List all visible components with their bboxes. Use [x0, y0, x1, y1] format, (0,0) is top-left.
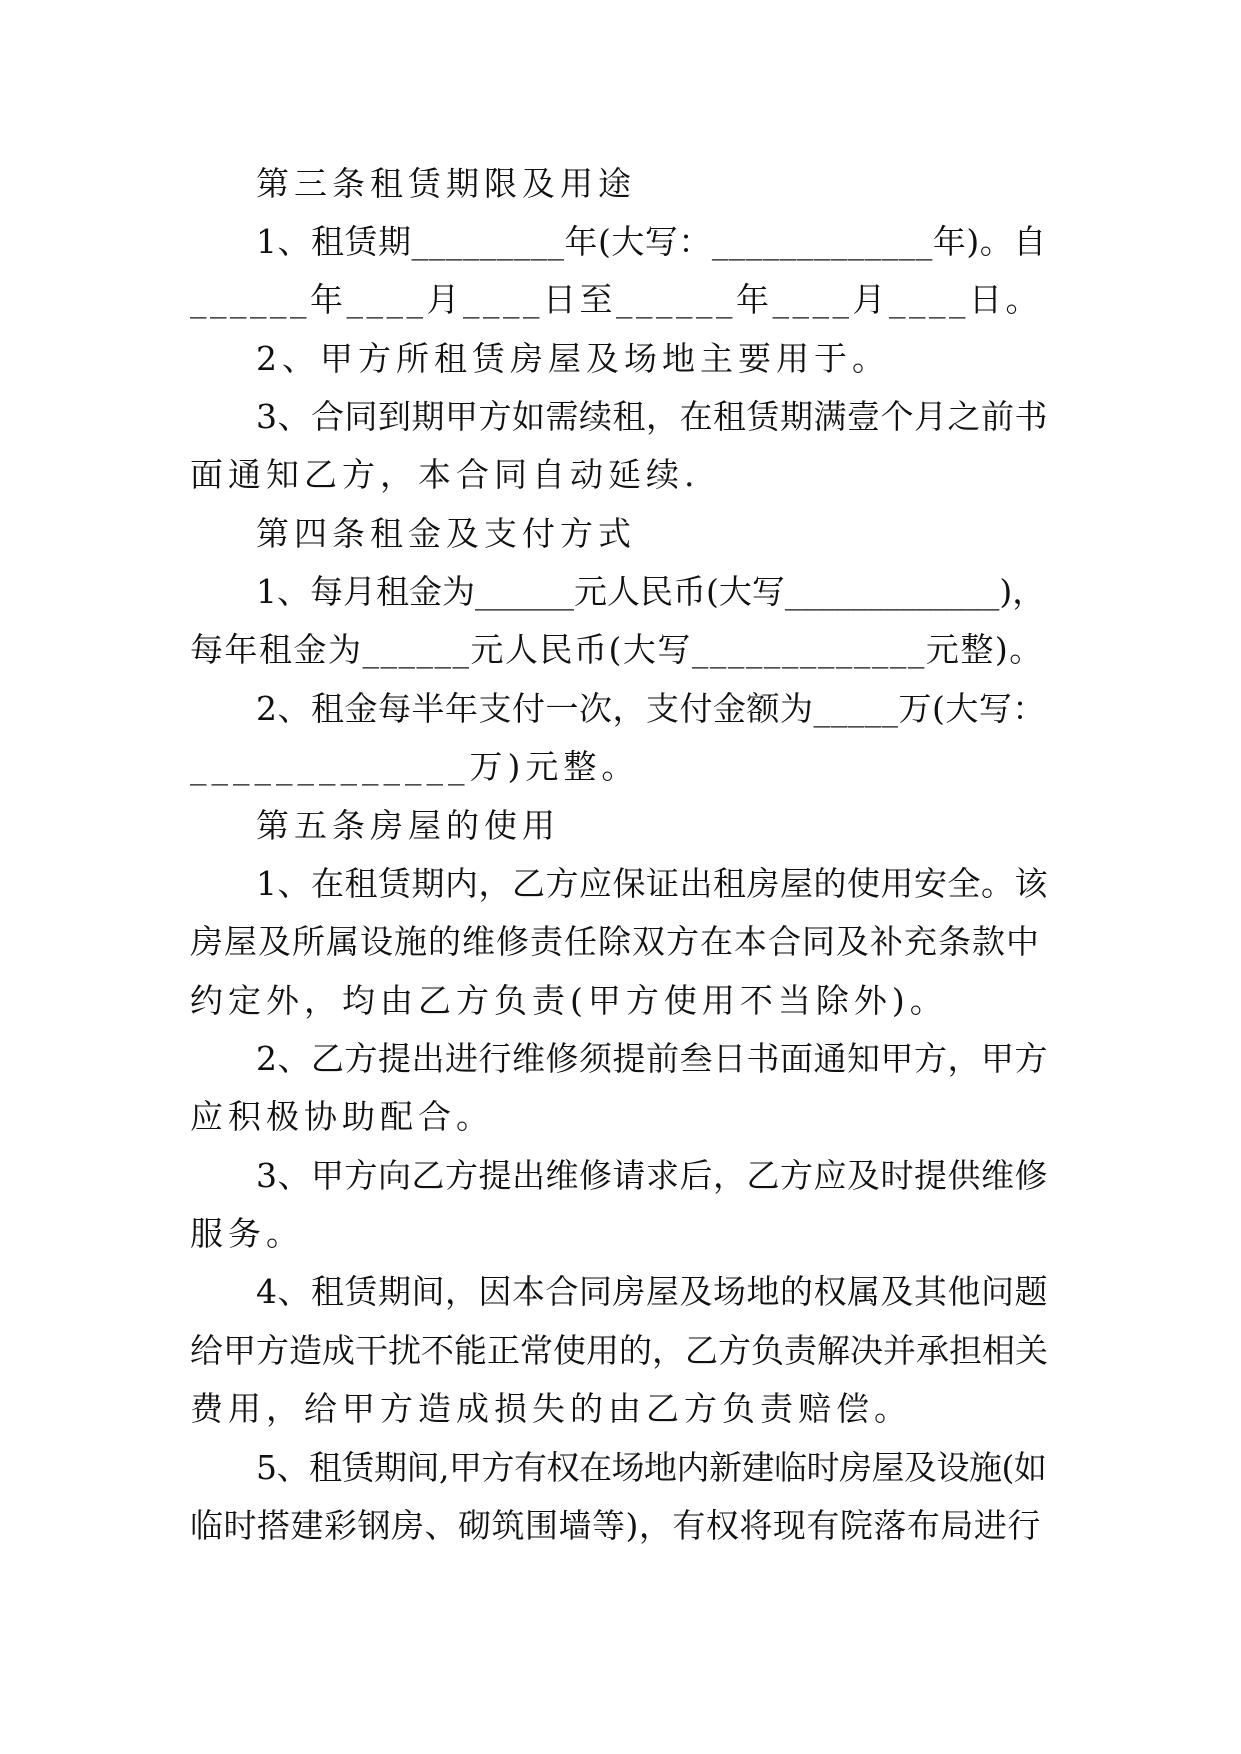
article-5-clause-3-line-1: 3、甲方向乙方提出维修请求后，乙方应及时提供维修: [256, 1156, 1048, 1195]
article-3-heading: 第三条租赁期限及用途: [256, 164, 636, 203]
article-3-clause-1-line-2: ______年____月____日至______年____月____日。: [190, 280, 1042, 319]
article-5-clause-3-line-2: 服务。: [190, 1214, 304, 1253]
article-3-clause-3-line-2: 面通知乙方，本合同自动延续.: [190, 455, 700, 494]
article-5-clause-4-line-2: 给甲方造成干扰不能正常使用的，乙方负责解决并承担相关: [190, 1331, 1048, 1370]
article-3-clause-2: 2、甲方所租赁房屋及场地主要用于。: [256, 339, 890, 378]
article-5-clause-5-line-2: 临时搭建彩钢房、砌筑围墙等)，有权将现有院落布局进行: [190, 1506, 1041, 1545]
article-5-clause-1-line-2: 房屋及所属设施的维修责任除双方在本合同及补充条款中: [190, 922, 1040, 961]
article-3-clause-3-line-1: 3、合同到期甲方如需续租，在租赁期满壹个月之前书: [256, 397, 1048, 436]
article-5-clause-4-line-3: 费用，给甲方造成损失的由乙方负责赔偿。: [190, 1389, 912, 1428]
article-5-clause-1-line-3: 约定外，均由乙方负责(甲方使用不当除外)。: [190, 981, 948, 1020]
article-5-clause-2-line-1: 2、乙方提出进行维修须提前叁日书面通知甲方，甲方: [256, 1039, 1048, 1078]
article-5-clause-4-line-1: 4、租赁期间，因本合同房屋及场地的权属及其他问题: [256, 1272, 1048, 1311]
article-5-clause-1-line-1: 1、在租赁期内，乙方应保证出租房屋的使用安全。该: [256, 864, 1048, 903]
article-5-heading: 第五条房屋的使用: [256, 806, 560, 845]
article-4-heading: 第四条租金及支付方式: [256, 514, 636, 553]
article-3-clause-1-line-1: 1、租赁期_________年(大写：_____________年)。自: [256, 222, 1047, 261]
article-4-clause-1-line-2: 每年租金为______元人民币(大写_____________元整)。: [190, 630, 1044, 669]
article-4-clause-2-line-1: 2、租金每半年支付一次，支付金额为_____万(大写：: [256, 689, 1046, 728]
article-5-clause-5-line-1: 5、租赁期间,甲方有权在场地内新建临时房屋及设施(如: [256, 1448, 1047, 1487]
article-4-clause-1-line-1: 1、每月租金为______元人民币(大写_____________)，: [256, 572, 1046, 611]
article-4-clause-2-line-2: _____________万)元整。: [190, 747, 640, 786]
article-5-clause-2-line-2: 应积极协助配合。: [190, 1097, 494, 1136]
